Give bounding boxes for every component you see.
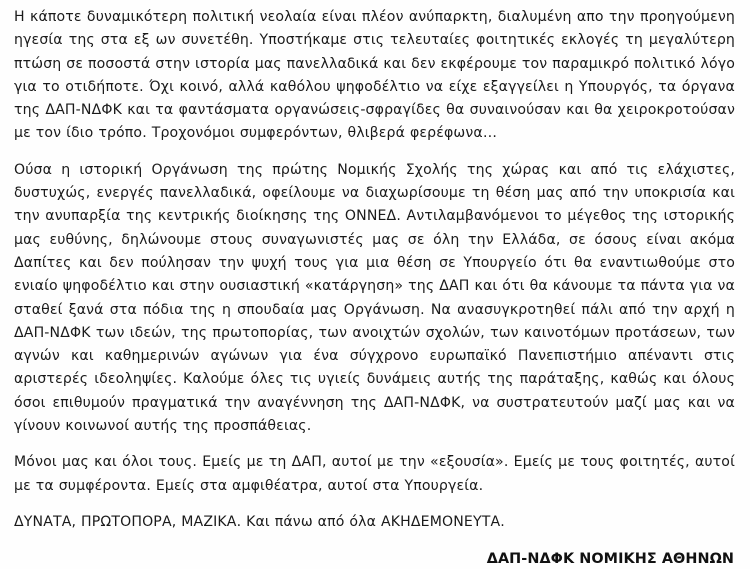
signature-block <box>14 548 735 569</box>
paragraph-4: ΔΥΝΑΤΑ, ΠΡΩΤΟΠΟΡΑ, ΜΑΖΙΚΑ. Και πάνω από όλα ΑΚΗΔΕΜΟΝΕΥΤΑ. <box>14 513 505 530</box>
paragraph-3: Μόνοι μας και όλοι τους. Εμείς με τη ΔΑΠ, αυτοί με την «εξουσία». Εμείς με τους φοιτητές, αυτοί με τα συμφέροντα. Εμείς στα αμφιθέατρα, αυτοί στα Υπουργεία. <box>14 454 735 494</box>
paragraph-1: Η κάποτε δυναμικότερη πολιτική νεολαία είναι πλέον ανύπαρκτη, διαλυμένη απο την προηγούμενη ηγεσία της στα εξ ων συνετέθη. Υποστήκαμε στις τελευταίες φοιτητικές εκλογές τη μεγαλύτερη πτώση σε ποσοστά στην ιστορία μας πανελλαδικά και δεν εκφέρουμε τον παραμικρό πολιτικό λόγο για το οτιδήποτε. Όχι κοινό, αλλά καθόλου ψηφοδέλτιο να είχε εξαγγείλει η Υπουργός, τα όργανα της ΔΑΠ-ΝΔΦΚ και τα φαντάσματα οργανώσεις-σφραγίδες θα συναινούσαν και θα χειροκροτούσαν με τον ίδιο τρόπο. Τροχονόμοι συμφερόντων, θλιβερά φερέφωνα… <box>14 9 735 142</box>
paragraph-2: Ούσα η ιστορική Οργάνωση της πρώτης Νομικής Σχολής της χώρας και από τις ελάχιστες, δυστυχώς, ενεργές πανελλαδικά, οφείλουμε να διαχωρίσουμε τη θέση μας από την υποκρισία και την ανυπαρξία της κεντρικής διοίκησης της ΟΝΝΕΔ. Αντιλαμβανόμενοι το μέγεθος της ιστορικής μας ευθύνης, δηλώνουμε στους συναγωνιστές μας σε όλη την Ελλάδα, σε όσους είναι ακόμα Δαπίτες και δεν πούλησαν την ψυχή τους για μια θέση σε Υπουργείο ότι θα εναντιωθούμε στο ενιαίο ψηφοδέλτιο και στην ουσιαστική «κατάργηση» της ΔΑΠ και ότι θα κάνουμε τα πάντα για να σταθεί ξανά στα πόδια της η σπουδαία μας Οργάνωση. Να ανασυγκροτηθεί πάλι από την αρχή η ΔΑΠ-ΝΔΦΚ των ιδεών, της πρωτοπορίας, των ανοιχτών σχολών, των καινοτόμων προτάσεων, των αγνών και καθημερινών αγώνων για ένα σύγχρονο ευρωπαϊκό Πανεπιστήμιο απέναντι στις αριστερές ιδεοληψίες. Καλούμε όλες τις υγιείς δυνάμεις αυτής της παράταξης, καθώς και όλους όσοι επιθυμούν πραγματικά την αναγέννηση της ΔΑΠ-ΝΔΦΚ, να συστρατευτούν μαζί μας και να γίνουν κοινωνοί αυτής της προσπάθειας. <box>14 161 735 435</box>
signature-text: ΔΑΠ-ΝΔΦΚ ΝΟΜΙΚΗΣ ΑΘΗΝΩΝ <box>486 551 734 568</box>
